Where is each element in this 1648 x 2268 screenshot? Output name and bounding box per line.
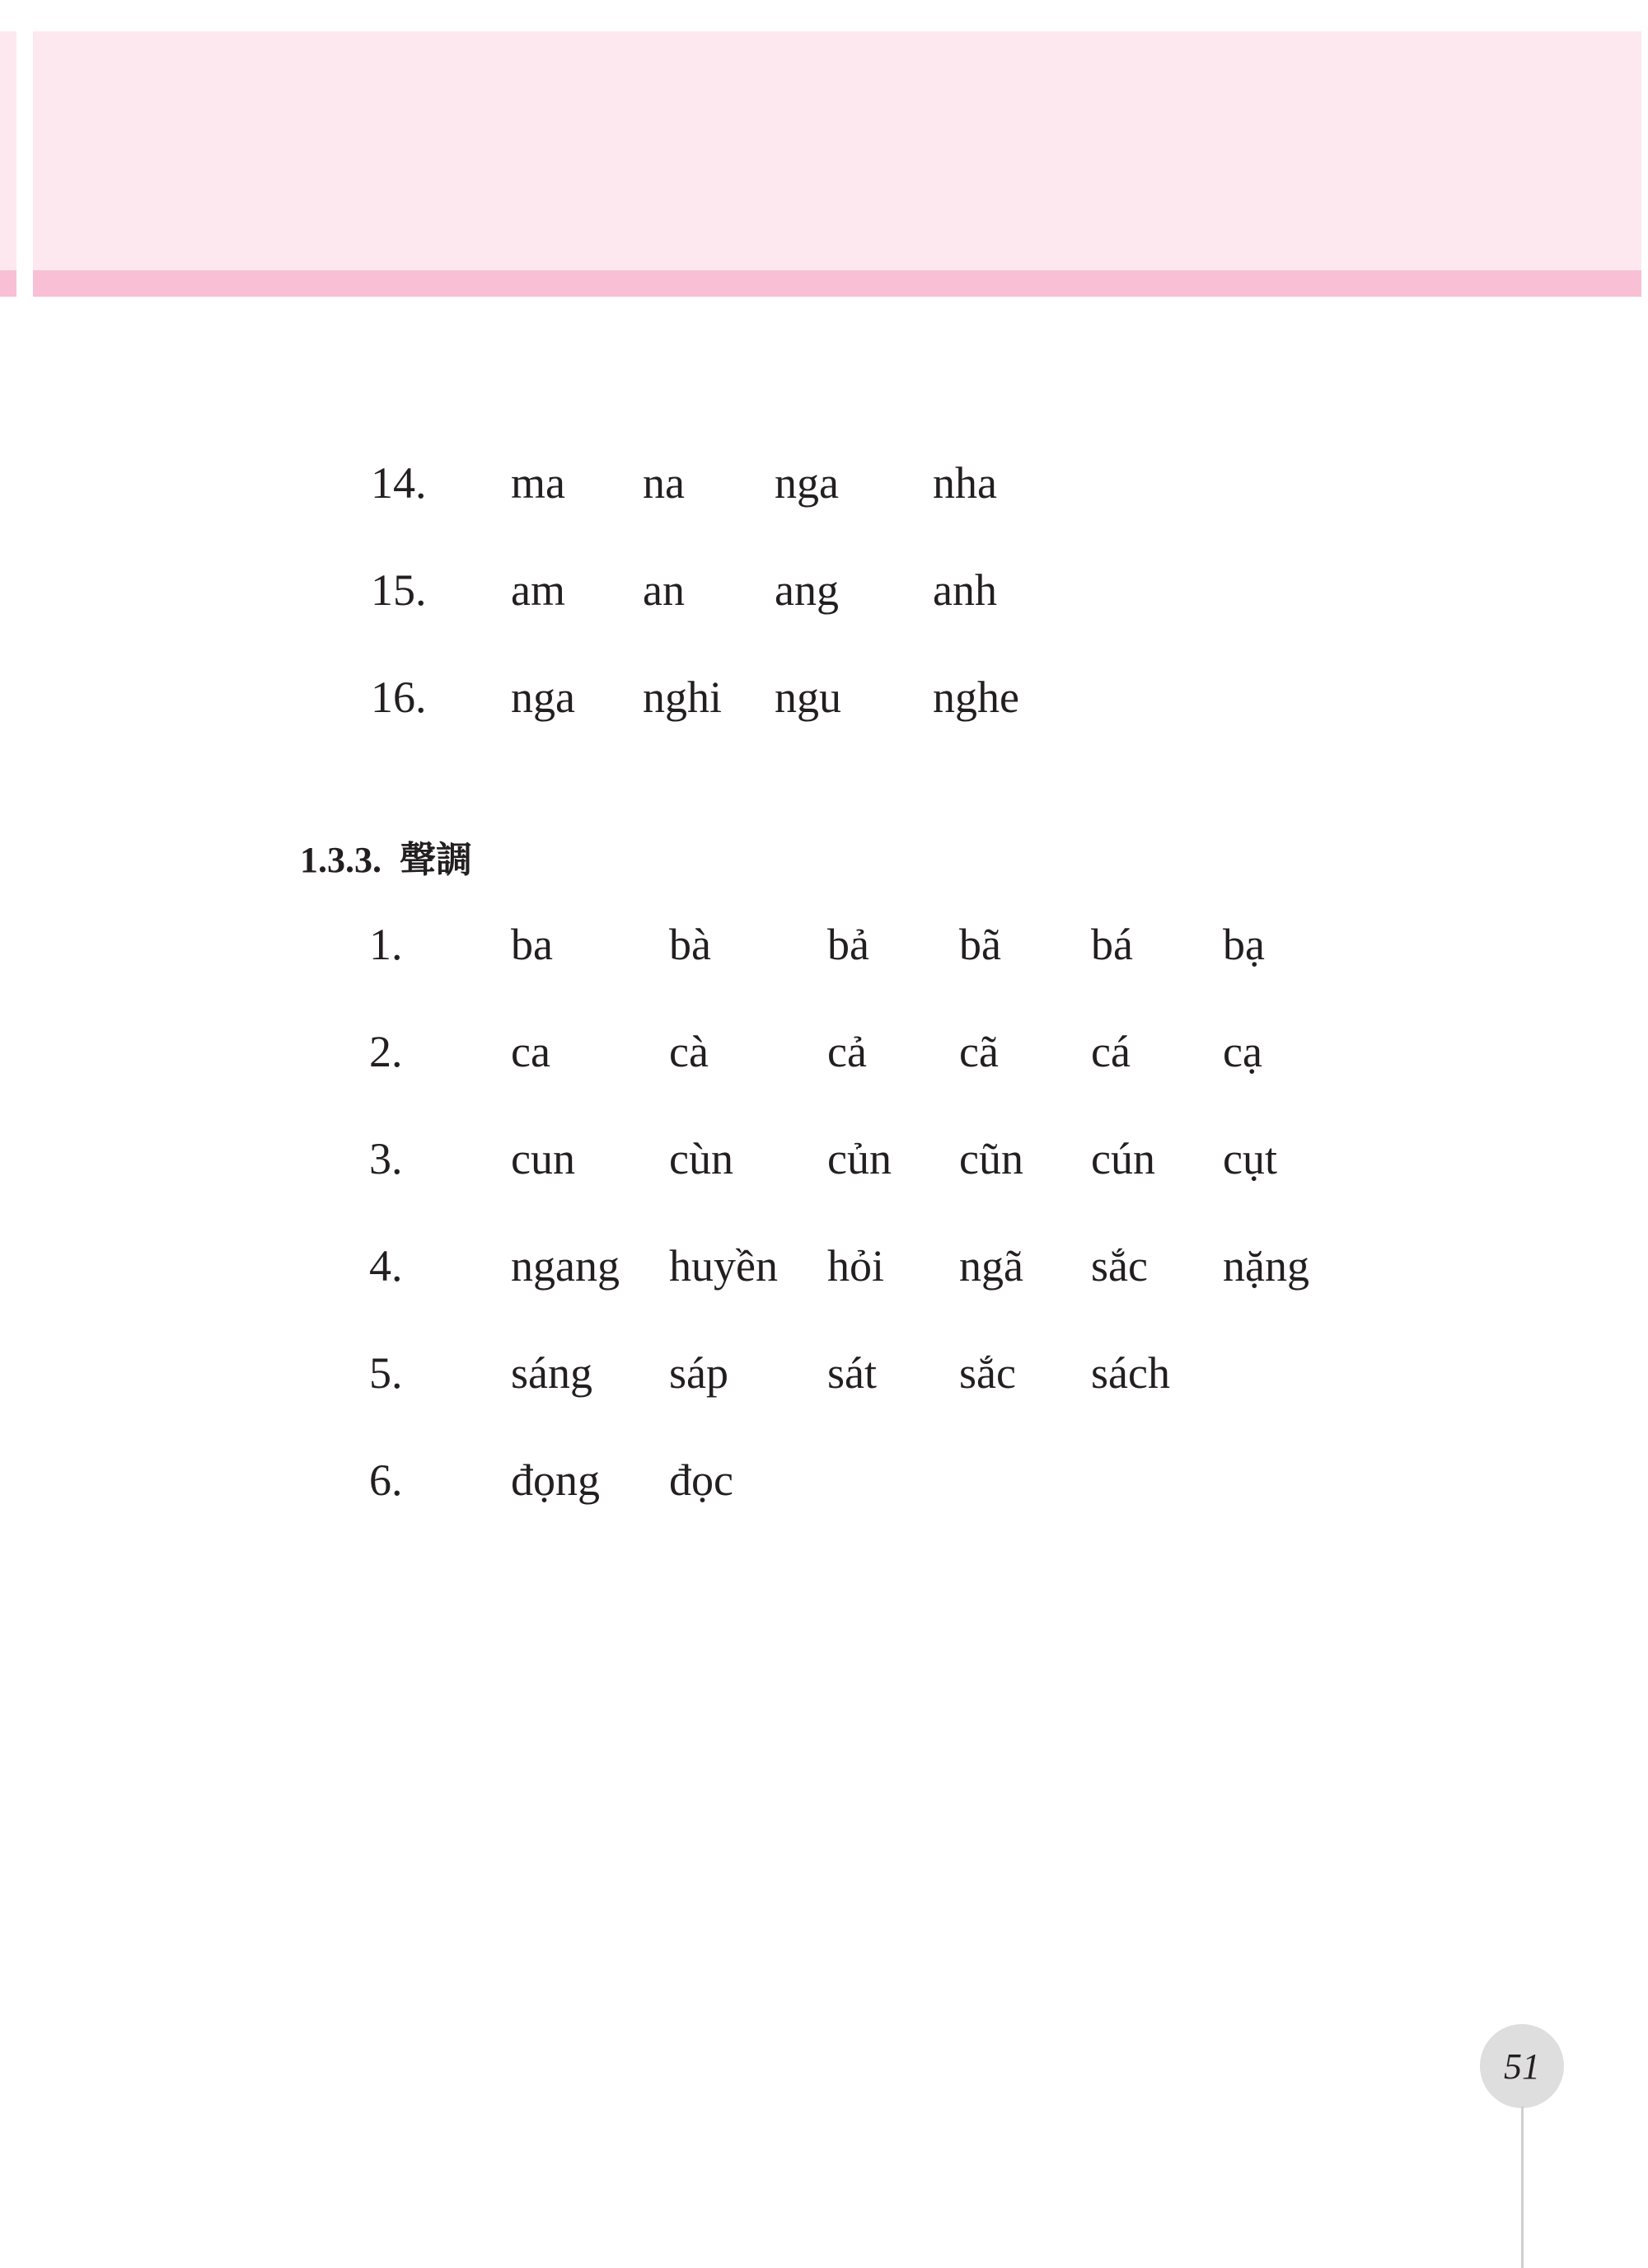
syllable: cùn — [669, 1134, 733, 1183]
syllable: anh — [933, 565, 997, 615]
syllable: sách — [1091, 1348, 1170, 1398]
page-number: 51 — [1504, 2045, 1540, 2087]
syllable: nha — [933, 458, 997, 508]
syllable: nga — [775, 458, 839, 508]
row-number: 3. — [369, 1134, 403, 1183]
syllable: na — [643, 458, 685, 508]
row-number: 15. — [371, 565, 427, 615]
syllable: cun — [511, 1134, 575, 1183]
section-number: 1.3.3. — [300, 840, 382, 880]
row-number: 14. — [371, 458, 427, 508]
syllable: củn — [827, 1134, 892, 1183]
section-title: 聲調 — [400, 840, 472, 880]
syllable: cả — [827, 1027, 867, 1076]
syllable: sắc — [959, 1348, 1016, 1398]
syllable: cún — [1091, 1134, 1155, 1183]
syllable: nặng — [1223, 1241, 1309, 1291]
syllable: bả — [827, 920, 869, 969]
syllable: bá — [1091, 920, 1133, 969]
syllable: cạ — [1223, 1027, 1262, 1076]
syllable: ngang — [511, 1241, 620, 1291]
syllable: ba — [511, 920, 553, 969]
syllable: sáng — [511, 1348, 592, 1398]
syllable: an — [643, 565, 685, 615]
syllable: hỏi — [827, 1241, 885, 1291]
row-number: 1. — [369, 920, 403, 969]
syllable: cá — [1091, 1027, 1131, 1076]
section-heading — [300, 834, 472, 887]
syllable: bạ — [1223, 920, 1265, 969]
syllable: ma — [511, 458, 565, 508]
syllable: cã — [959, 1027, 999, 1076]
syllable: nghe — [933, 672, 1019, 722]
header-band-left-stripe — [0, 270, 16, 297]
syllable: bà — [669, 920, 711, 969]
syllable: đọc — [669, 1455, 733, 1505]
header-band-left-light — [0, 31, 16, 270]
row-number: 5. — [369, 1348, 403, 1398]
syllable: am — [511, 565, 565, 615]
syllable: ngã — [959, 1241, 1023, 1291]
page-number-badge — [1480, 2024, 1564, 2108]
syllable: sắc — [1091, 1241, 1148, 1291]
syllable: sát — [827, 1348, 877, 1398]
syllable: ang — [775, 565, 839, 615]
row-number: 6. — [369, 1455, 403, 1505]
syllable: cà — [669, 1027, 709, 1076]
syllable: cụt — [1223, 1134, 1277, 1183]
syllable: ca — [511, 1027, 550, 1076]
syllable: ngu — [775, 672, 841, 722]
row-number: 2. — [369, 1027, 403, 1076]
syllable: nghi — [643, 672, 723, 722]
header-band-main-light — [33, 31, 1641, 270]
row-number: 4. — [369, 1241, 403, 1291]
page-number-line — [1521, 2106, 1524, 2268]
syllable: sáp — [669, 1348, 728, 1398]
syllable: đọng — [511, 1455, 600, 1505]
syllable: nga — [511, 672, 575, 722]
syllable: bã — [959, 920, 1001, 969]
syllable: cũn — [959, 1134, 1023, 1183]
syllable: huyền — [669, 1241, 778, 1291]
header-band-main-stripe — [33, 270, 1641, 297]
row-number: 16. — [371, 672, 427, 722]
